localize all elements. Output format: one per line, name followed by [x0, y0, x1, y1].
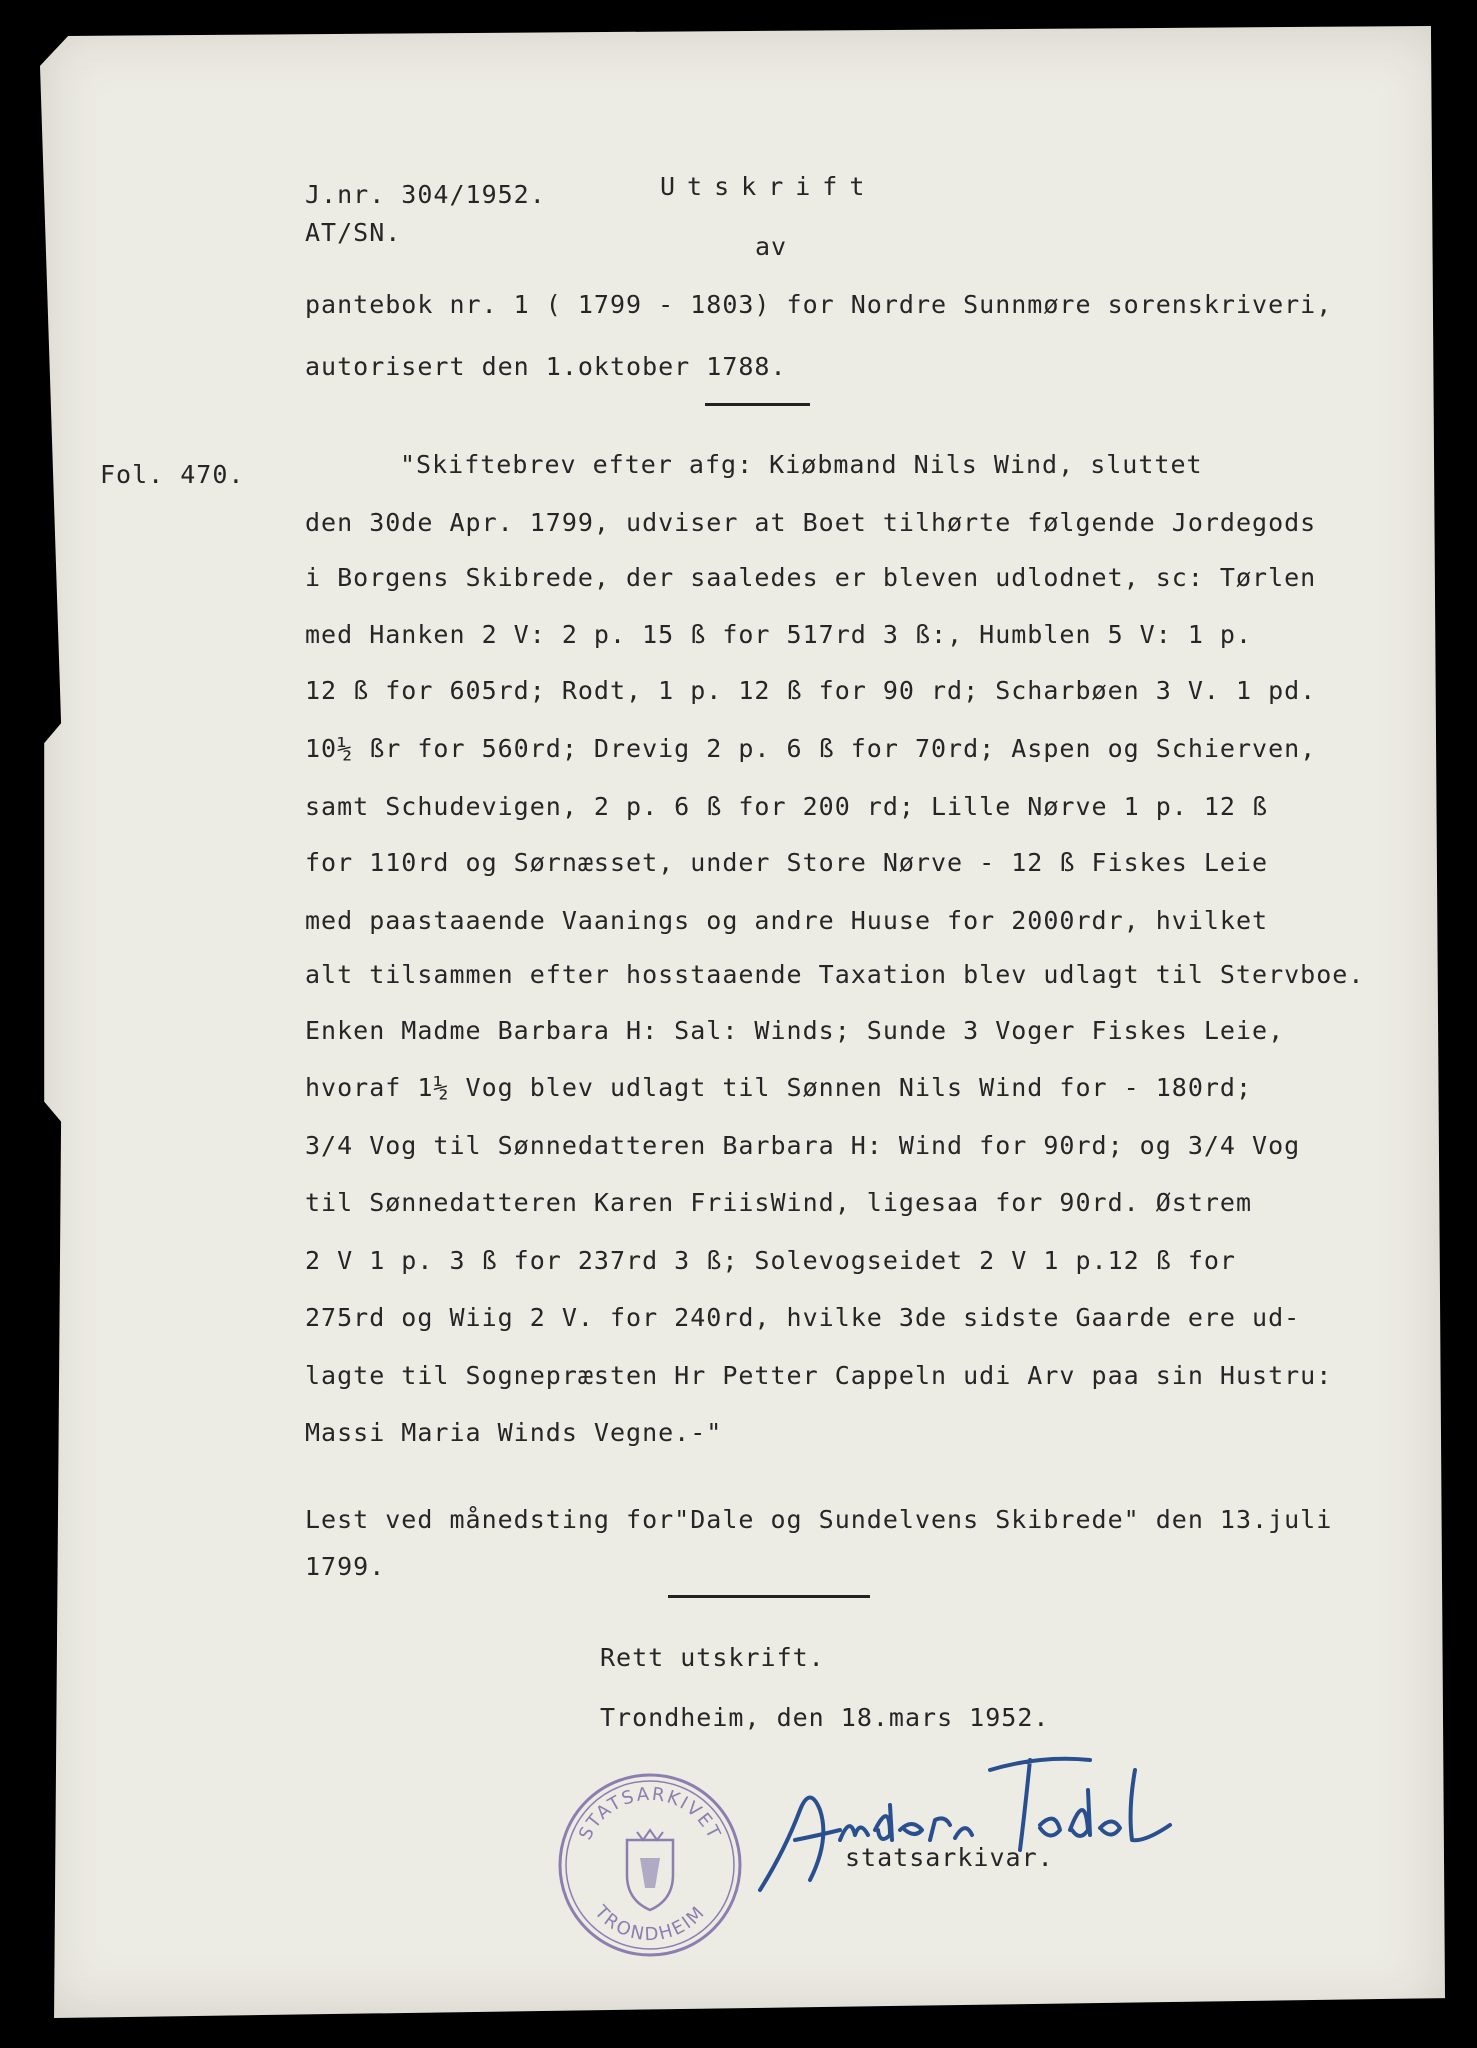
body-line: for 110rd og Sørnæsset, under Store Nørve - 12 ß Fiskes Leie	[305, 848, 1269, 877]
archive-stamp	[555, 1770, 745, 1960]
body-line: samt Schudevigen, 2 p. 6 ß for 200 rd; Lille Nørve 1 p. 12 ß	[305, 792, 1269, 821]
body-line: 275rd og Wiig 2 V. for 240rd, hvilke 3de sidste Gaarde ere ud-	[305, 1303, 1301, 1332]
body-line: Massi Maria Winds Vegne.-"	[305, 1418, 723, 1447]
svg-text:TRONDHEIM: TRONDHEIM	[590, 1901, 710, 1946]
body-line: lagte til Sognepræsten Hr Petter Cappeln udi Arv paa sin Hustru:	[305, 1361, 1333, 1390]
body-line: den 30de Apr. 1799, udviser at Boet tilhørte følgende Jordegods	[305, 508, 1317, 537]
document-title: Utskrift	[660, 172, 877, 201]
body-line: 10½ ßr for 560rd; Drevig 2 p. 6 ß for 70rd; Aspen og Schierven,	[305, 734, 1317, 763]
divider-top	[705, 403, 810, 406]
body-line: alt tilsammen efter hosstaaende Taxation blev udlagt til Stervboe.	[305, 960, 1365, 989]
body-line: med Hanken 2 V: 2 p. 15 ß for 517rd 3 ß:, Humblen 5 V: 1 p.	[305, 620, 1253, 649]
body-line: "Skiftebrev efter afg: Kiøbmand Nils Wind, sluttet	[400, 450, 1203, 479]
body-line: hvoraf 1½ Vog blev udlagt til Sønnen Nils Wind for - 180rd;	[305, 1073, 1253, 1102]
journal-number: J.nr. 304/1952.	[305, 180, 546, 209]
read-note-line-2: 1799.	[305, 1552, 386, 1581]
place-date: Trondheim, den 18.mars 1952.	[600, 1703, 1050, 1732]
title-sub: av	[755, 232, 788, 261]
body-line: med paastaaende Vaanings og andre Huuse for 2000rdr, hvilket	[305, 906, 1269, 935]
header-line-1: pantebok nr. 1 ( 1799 - 1803) for Nordre Sunnmøre sorenskriveri,	[305, 290, 1333, 319]
header-line-2: autorisert den 1.oktober 1788.	[305, 352, 787, 381]
read-note-line-1: Lest ved månedsting for"Dale og Sundelvens Skibrede" den 13.juli	[305, 1505, 1333, 1534]
signer-role: statsarkivar.	[845, 1843, 1054, 1872]
signature	[740, 1730, 1200, 1910]
folio-number: Fol. 470.	[100, 460, 245, 489]
certified-copy: Rett utskrift.	[600, 1643, 825, 1672]
body-line: 2 V 1 p. 3 ß for 237rd 3 ß; Solevogseidet 2 V 1 p.12 ß for	[305, 1246, 1236, 1275]
svg-text:STATSARKIVET: STATSARKIVET	[574, 1783, 726, 1844]
body-line: Enken Madme Barbara H: Sal: Winds; Sunde 3 Voger Fiskes Leie,	[305, 1016, 1285, 1045]
initials: AT/SN.	[305, 218, 402, 247]
body-line: 12 ß for 605rd; Rodt, 1 p. 12 ß for 90 rd; Scharbøen 3 V. 1 pd.	[305, 676, 1317, 705]
body-line: til Sønnedatteren Karen FriisWind, ligesaa for 90rd. Østrem	[305, 1188, 1253, 1217]
body-line: 3/4 Vog til Sønnedatteren Barbara H: Wind for 90rd; og 3/4 Vog	[305, 1131, 1301, 1160]
divider-bottom	[668, 1595, 870, 1598]
body-line: i Borgens Skibrede, der saaledes er bleven udlodnet, sc: Tørlen	[305, 563, 1317, 592]
